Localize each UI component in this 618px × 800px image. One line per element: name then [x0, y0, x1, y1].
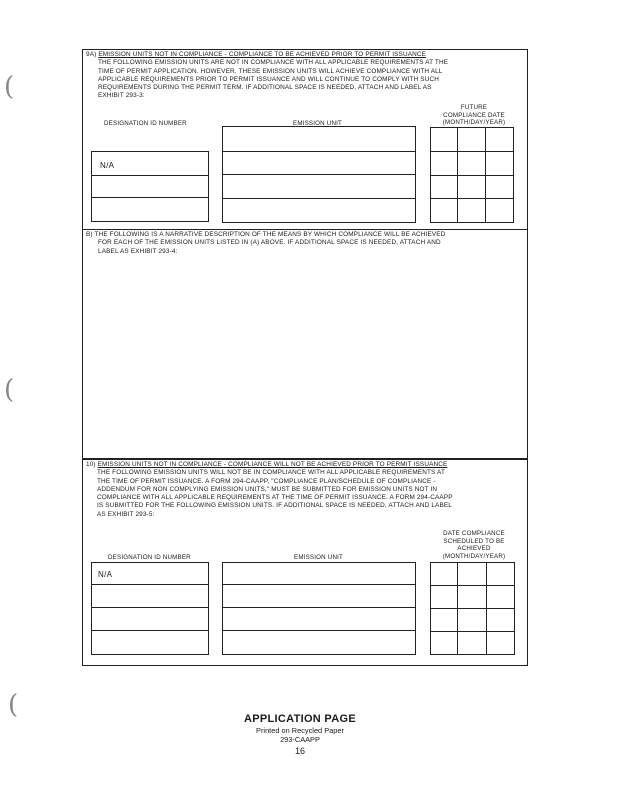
column-header-compliance-date — [430, 530, 518, 560]
emission-unit-cell[interactable] — [222, 585, 416, 608]
section-9a-text — [86, 51, 516, 101]
binder-hole-mark: ( — [4, 72, 15, 102]
section-9b-text — [86, 231, 516, 256]
section-10-line: IS SUBMITTED FOR THE FOLLOWING EMISSION UNITS. IF ADDITIONAL SPACE IS NEEDED, ATTACH AND LABEL — [97, 502, 452, 510]
emission-unit-cell[interactable] — [222, 608, 416, 631]
designation-cell[interactable] — [91, 585, 209, 608]
section-9b-line: LABEL AS EXHIBIT 293-4: — [98, 247, 178, 255]
binder-hole-mark: ( — [8, 690, 19, 720]
section-10-line: COMPLIANCE WITH ALL APPLICABLE REQUIREMENTS AT THE TIME OF PERMIT ISSUANCE. A FORM 294-CAAPP — [97, 494, 453, 502]
section-9b-number: B) — [86, 231, 93, 238]
column-header-emission-unit: EMISSION UNIT — [294, 554, 344, 561]
date-header-line: (MONTH/DAY/YEAR) — [442, 119, 506, 127]
emission-unit-cell[interactable] — [222, 631, 416, 655]
section-10-line: THE TIME OF PERMIT ISSUANCE. A FORM 294-CAAPP, "COMPLIANCE PLAN/SCHEDULE OF COMPLIANCE - — [97, 477, 436, 485]
section-9a-heading: EMISSION UNITS NOT IN COMPLIANCE - COMPLIANCE TO BE ACHIEVED PRIOR TO PERMIT ISSUANCE — [98, 51, 427, 58]
section-9b-line: THE FOLLOWING IS A NARRATIVE DESCRIPTION OF THE MEANS BY WHICH COMPLIANCE WILL BE ACHIEVED — [94, 231, 446, 238]
section-9a-line: APPLICABLE REQUIREMENTS PRIOR TO PERMIT ISSUANCE AND WILL CONTINUE TO COMPLY WITH SUCH — [98, 75, 440, 83]
emission-unit-cell[interactable] — [222, 199, 416, 223]
section-10-number: 10) — [86, 461, 96, 468]
emission-unit-cell[interactable] — [222, 152, 416, 175]
grid-divider — [430, 631, 515, 632]
grid-divider — [430, 151, 514, 152]
page-footer — [200, 713, 400, 756]
designation-cell[interactable] — [91, 176, 209, 198]
column-header-emission-unit: EMISSION UNIT — [293, 120, 343, 127]
designation-cell[interactable] — [91, 151, 209, 176]
section-9a-line: TIME OF PERMIT APPLICATION. HOWEVER, THESE EMISSION UNITS WILL ACHIEVE COMPLIANCE WITH ALL — [98, 67, 443, 75]
grid-divider — [430, 175, 514, 176]
emission-unit-cell[interactable] — [222, 175, 416, 199]
grid-divider — [430, 198, 514, 199]
grid-divider — [430, 585, 515, 586]
designation-cell[interactable] — [91, 562, 209, 585]
binder-hole-mark: ( — [4, 375, 15, 405]
section-10-line: THE FOLLOWING EMISSION UNITS WILL NOT BE IN COMPLIANCE WITH ALL APPLICABLE REQUIREMENTS AT — [97, 469, 446, 477]
section-9a-line: REQUIREMENTS DURING THE PERMIT TERM. IF ADDITIONAL SPACE IS NEEDED, ATTACH AND LABEL AS — [98, 84, 432, 92]
column-header-designation: DESIGNATION ID NUMBER — [108, 554, 191, 561]
date-header-line: FUTURE — [460, 104, 488, 111]
designation-cell[interactable] — [91, 631, 209, 655]
section-10-line: ADDENDUM FOR NON COMPLYING EMISSION UNITS," MUST BE SUBMITTED FOR EMISSION UNITS NOT IN — [97, 485, 438, 493]
column-header-designation: DESIGNATION ID NUMBER — [104, 120, 187, 127]
footer-title: APPLICATION PAGE — [244, 713, 356, 725]
page-number: 16 — [294, 746, 305, 756]
date-header-line: SCHEDULED TO BE — [443, 537, 505, 545]
designation-value: N/A — [98, 570, 113, 579]
date-header-line: DATE COMPLIANCE — [443, 530, 505, 537]
section-10-heading: EMISSION UNITS NOT IN COMPLIANCE - COMPLIANCE WILL NOT BE ACHIEVED PRIOR TO PERMIT ISSUANCE — [97, 461, 448, 468]
column-header-compliance-date — [432, 104, 516, 127]
designation-value: N/A — [100, 161, 115, 170]
narrative-description-area[interactable] — [90, 262, 520, 454]
grid-divider — [430, 608, 515, 609]
emission-unit-cell[interactable] — [222, 126, 416, 152]
section-10-text — [86, 461, 516, 519]
designation-cell[interactable] — [91, 608, 209, 631]
section-9a-number: 9A) — [86, 51, 97, 58]
designation-cell[interactable] — [91, 198, 209, 222]
emission-unit-cell[interactable] — [222, 562, 416, 585]
section-9a-line: THE FOLLOWING EMISSION UNITS ARE NOT IN COMPLIANCE WITH ALL APPLICABLE REQUIREMENTS AT THE — [98, 59, 449, 67]
footer-form-id: 293-CAAPP — [280, 735, 320, 744]
date-header-line: COMPLIANCE DATE — [443, 111, 505, 119]
section-9a-line: EXHIBIT 293-3: — [98, 92, 145, 100]
section-9b-line: FOR EACH OF THE EMISSION UNITS LISTED IN (A) ABOVE. IF ADDITIONAL SPACE IS NEEDED, ATTACH AND — [98, 239, 441, 247]
date-header-line: ACHIEVED — [457, 545, 491, 552]
section-10-line: AS EXHIBIT 293-5: — [97, 510, 155, 518]
footer-printed-note: Printed on Recycled Paper — [256, 726, 344, 735]
date-header-line: (MONTH/DAY/YEAR) — [442, 552, 506, 560]
